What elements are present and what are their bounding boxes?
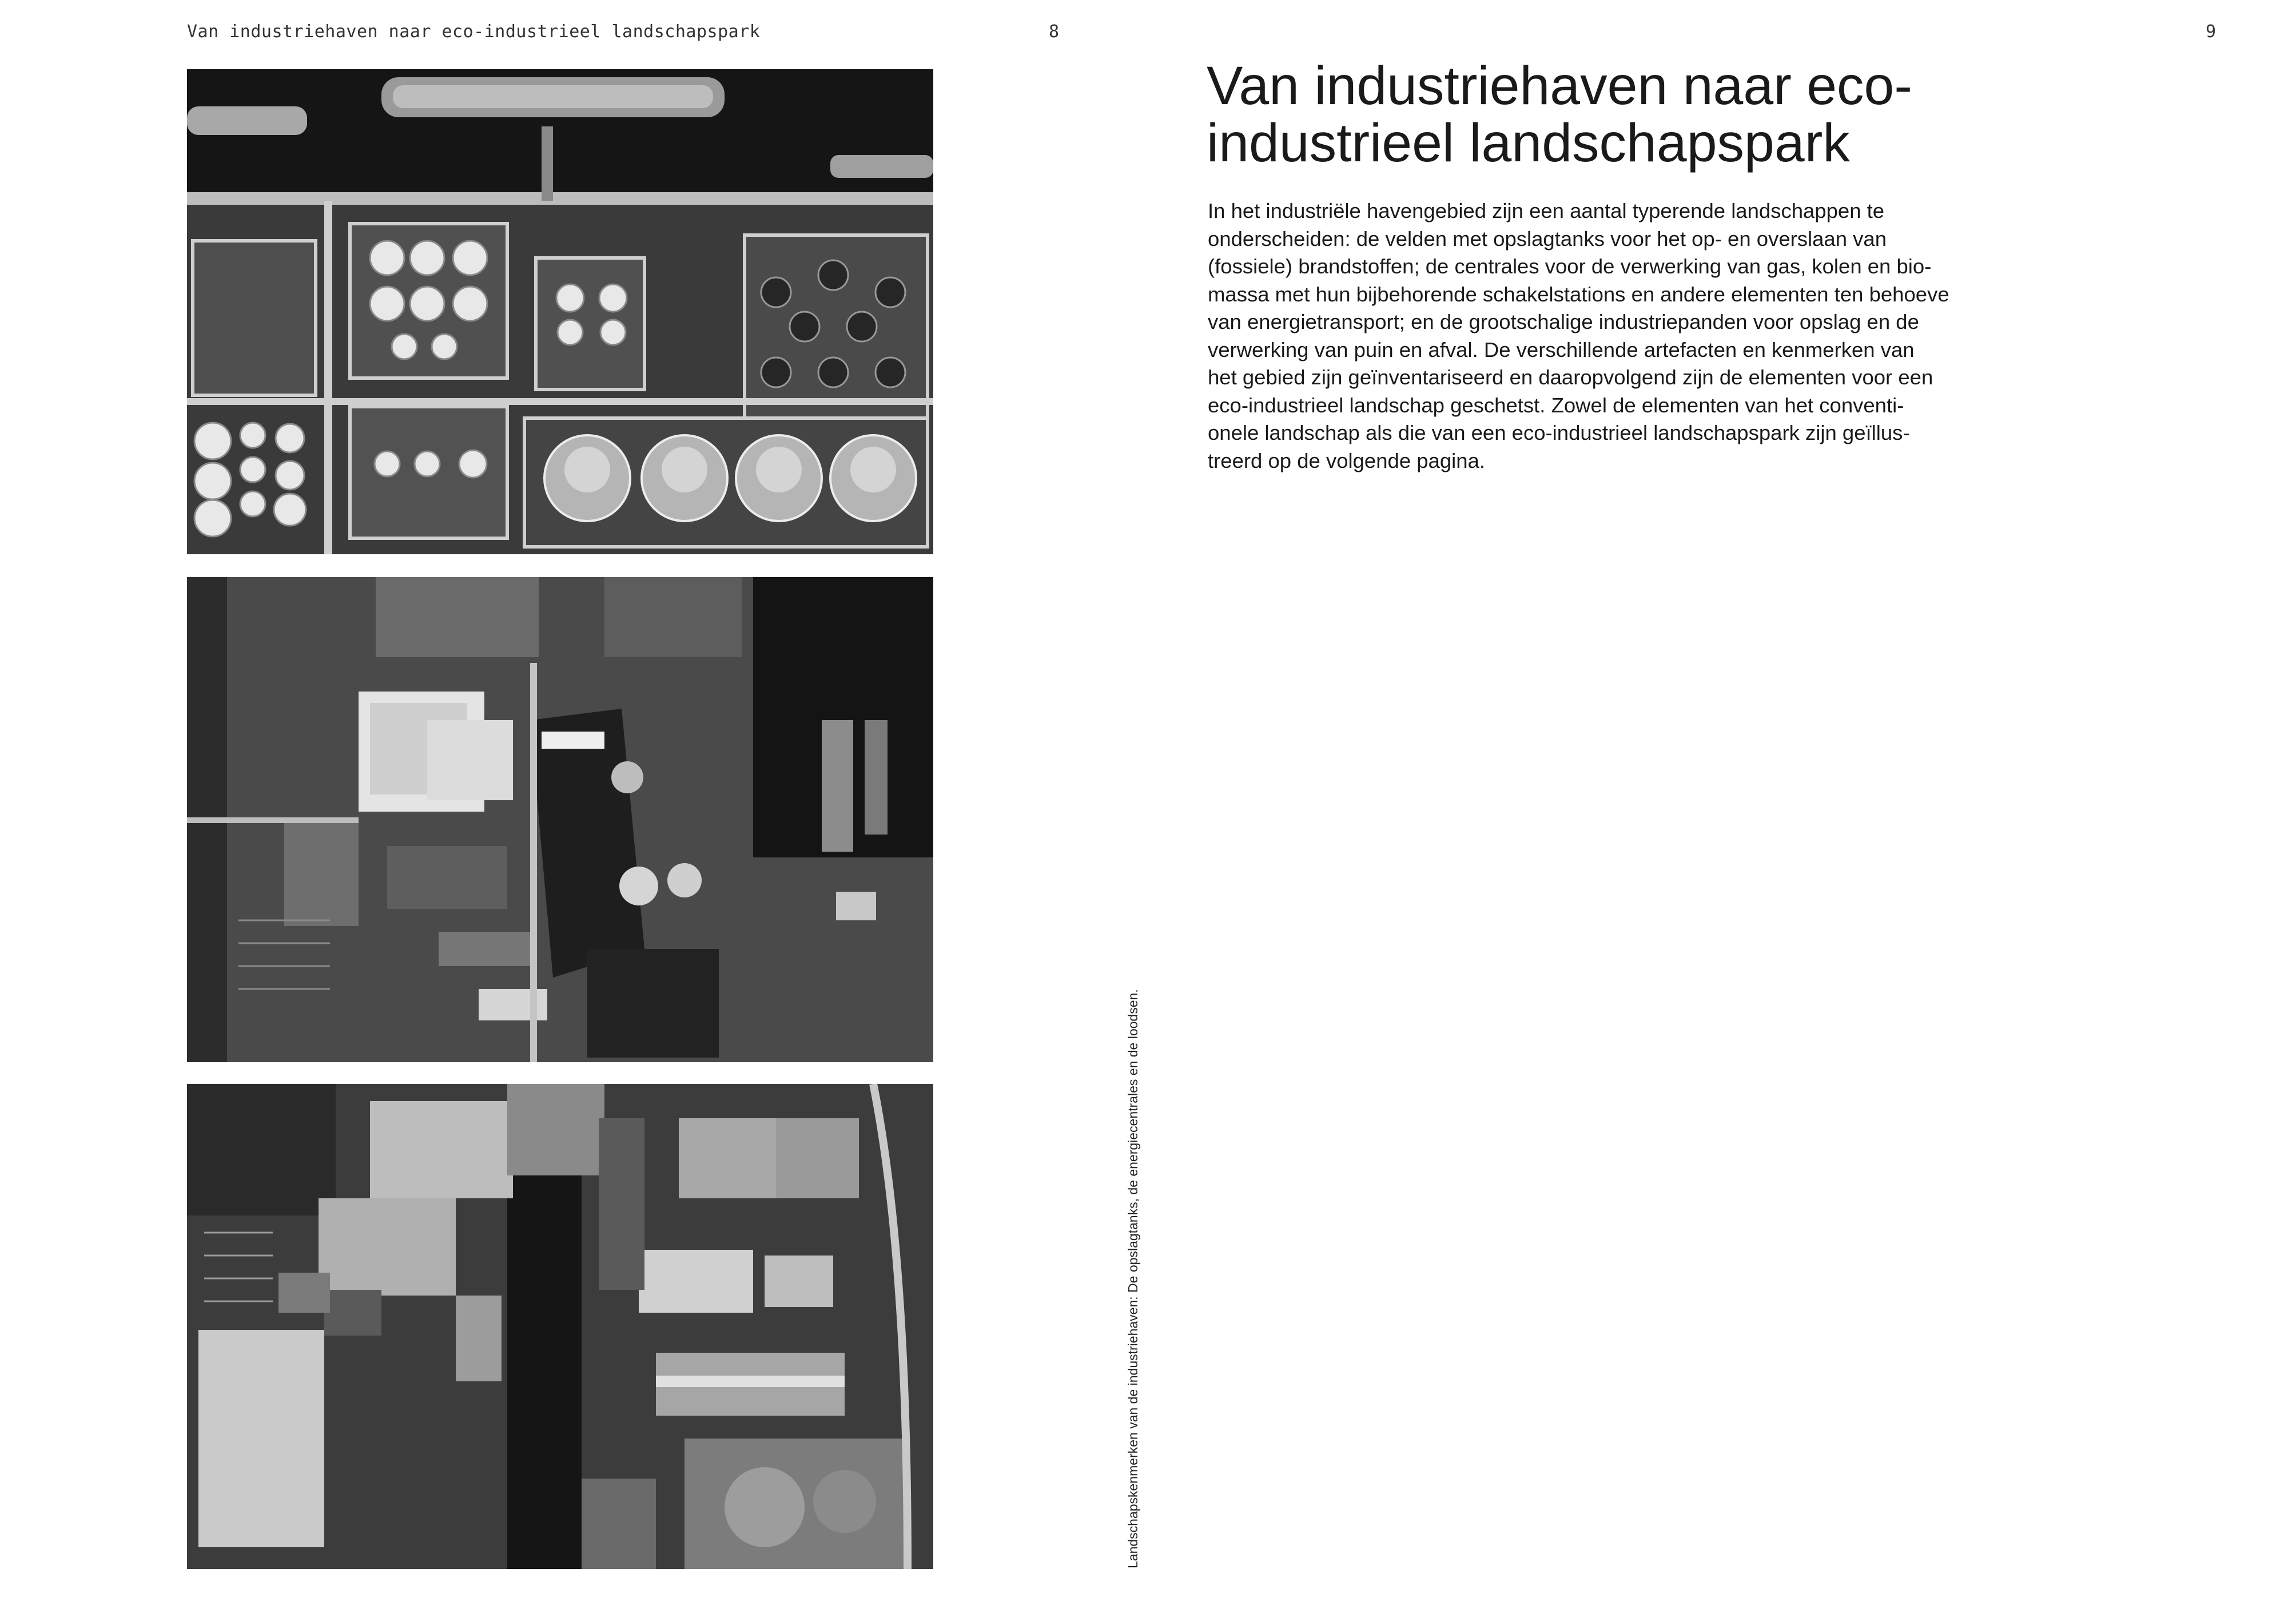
chapter-title-line-1: Van industriehaven naar eco- <box>1207 55 1913 116</box>
intro-line: (fossiele) brandstoffen; de centrales voor de verwerking van gas, kolen en bio- <box>1208 255 1932 278</box>
intro-line: In het industriële havengebied zijn een aantal typerende landschappen te <box>1208 199 1885 223</box>
intro-line: treerd op de volgende pagina. <box>1208 448 1486 472</box>
intro-line: het gebied zijn geïnventariseerd en daaropvolgend zijn de elementen voor een <box>1208 365 1933 389</box>
intro-line: onele landschap als die van een eco-industrieel landschapspark zijn geïllus- <box>1208 421 1910 444</box>
intro-line: van energietransport; en de grootschalige industriepanden voor opslag en de <box>1208 310 1919 333</box>
aerial-photo-power-station <box>187 577 933 1062</box>
intro-paragraph <box>1208 197 2008 475</box>
intro-line: eco-industrieel landschap geschetst. Zowel de elementen van het conventi- <box>1208 393 1904 417</box>
intro-line: verwerking van puin en afval. De verschillende artefacten en kenmerken van <box>1208 337 1915 361</box>
intro-line: onderscheiden: de velden met opslagtanks voor het op- en overslaan van <box>1208 227 1887 251</box>
intro-line: massa met hun bijbehorende schakelstations en andere elementen ten behoeve <box>1208 282 1949 306</box>
chapter-title <box>1207 57 2064 172</box>
aerial-photo-storage-tanks <box>187 69 933 554</box>
running-head: Van industriehaven naar eco-industrieel landschapspark <box>187 22 761 42</box>
aerial-photo-warehouses <box>187 1084 933 1569</box>
chapter-title-line-2: industrieel landschapspark <box>1207 113 1850 173</box>
page-number-left: 8 <box>1049 22 1060 42</box>
figure-caption: Landschapskenmerken van de industriehaven: De opslagtanks, de energiecentrales en de loodsen. <box>1125 989 1140 1568</box>
page-number-right: 9 <box>2206 22 2217 42</box>
